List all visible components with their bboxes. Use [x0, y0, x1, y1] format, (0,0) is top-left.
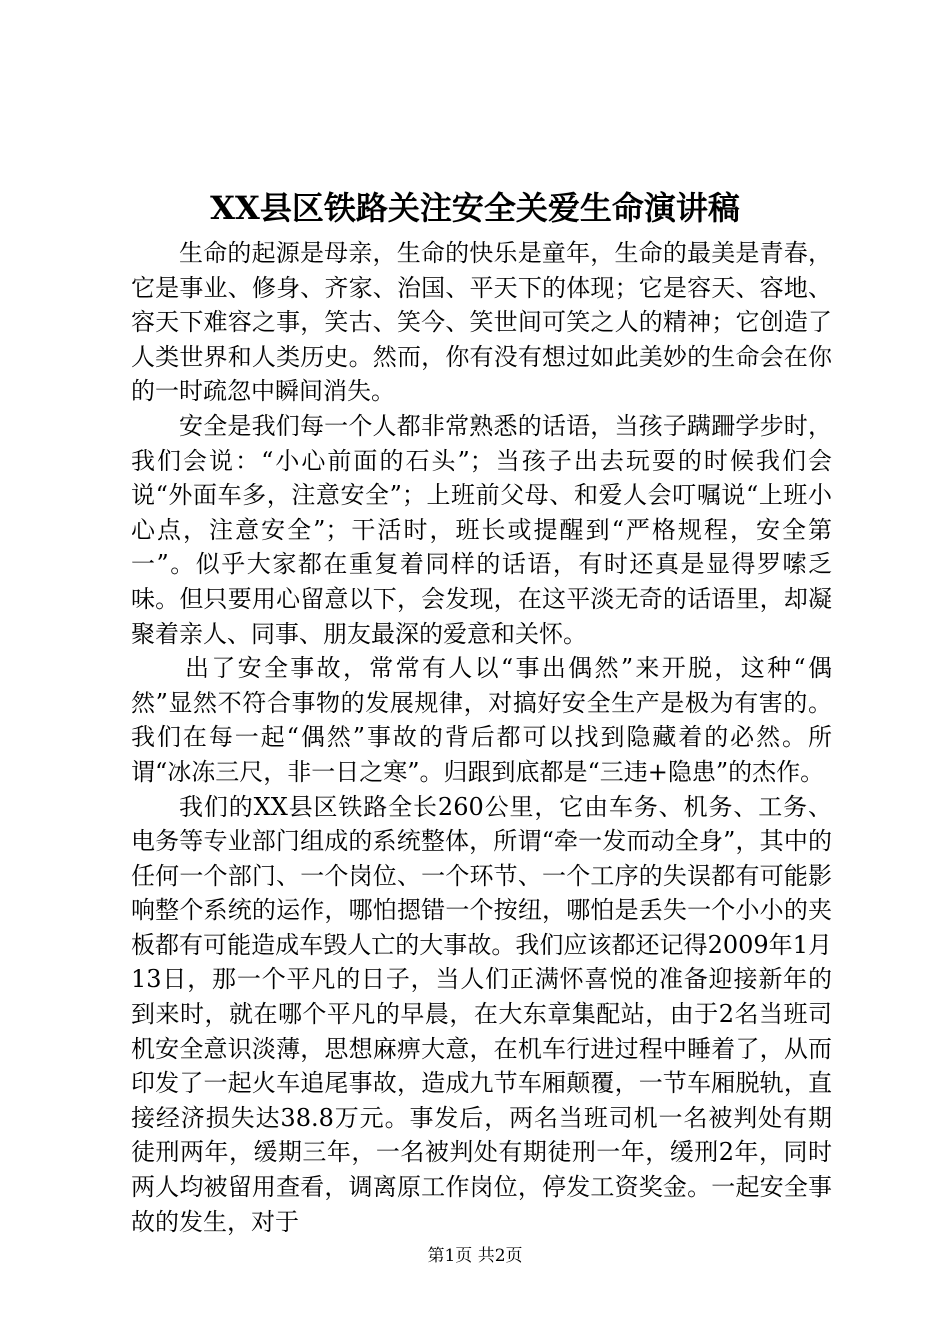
paragraph-life-origin: 生命的起源是母亲，生命的快乐是童年，生命的最美是青春，它是事业、修身、齐家、治国、平天下的体现；它是容天、容地、容天下难容之事，笑古、笑今、笑世间可笑之人的精神；它创造了人类世界和人类历史。然而，你有没有想过如此美妙的生命会在你的一时疏忽中瞬间消失。 [131, 239, 832, 406]
paragraph-railway-accident: 我们的XX县区铁路全长260公里，它由车务、机务、工务、电务等专业部门组成的系统整体，所谓“牵一发而动全身”，其中的任何一个部门、一个岗位、一个环节、一个工序的失误都有可能影响整个系统的运作，哪怕摁错一个按纽，哪怕是丢失一个小小的夹板都有可能造成车毁人亡的大事故。我们应该都还记得2009年1月13日，那一个平凡的日子，当人们正满怀喜悦的准备迎接新年的到来时，就在哪个平凡的早晨，在大东章集配站，由于2名当班司机安全意识淡薄，思想麻痹大意，在机车行进过程中睡着了，从而印发了一起火车追尾事故，造成九节车厢颠覆，一节车厢脱轨，直接经济损失达38.8万元。事发后，两名当班司机一名被判处有期徒刑两年，缓期三年，一名被判处有期徒刑一年，缓刑2年，同时两人均被留用查看，调离原工作岗位，停发工资奖金。一起安全事故的发生，对于 [131, 792, 832, 1236]
document-body [131, 236, 832, 1239]
document-title: XX县区铁路关注安全关爱生命演讲稿 [210, 189, 740, 227]
paragraph-accident-accidental: 出了安全事故，常常有人以“事出偶然”来开脱，这种“偶然”显然不符合事物的发展规律，对搞好安全生产是极为有害的。我们在每一起“偶然”事故的背后都可以找到隐藏着的必然。所谓“冰冻三尺，非一日之寒”。归跟到底都是“三违+隐患”的杰作。 [131, 654, 832, 786]
page-number-footer: 第1页 共2页 [427, 1246, 523, 1266]
paragraph-safety-words: 安全是我们每一个人都非常熟悉的话语，当孩子蹒跚学步时，我们会说：“小心前面的石头”；当孩子出去玩耍的时候我们会说“外面车多，注意安全”；上班前父母、和爱人会叮嘱说“上班小心点，注意安全”；干活时，班长或提醒到“严格规程，安全第一”。似乎大家都在重复着同样的话语，有时还真是显得罗嗦乏味。但只要用心留意以下，会发现，在这平淡无奇的话语里，却凝聚着亲人、同事、朋友最深的爱意和关怀。 [131, 411, 832, 648]
